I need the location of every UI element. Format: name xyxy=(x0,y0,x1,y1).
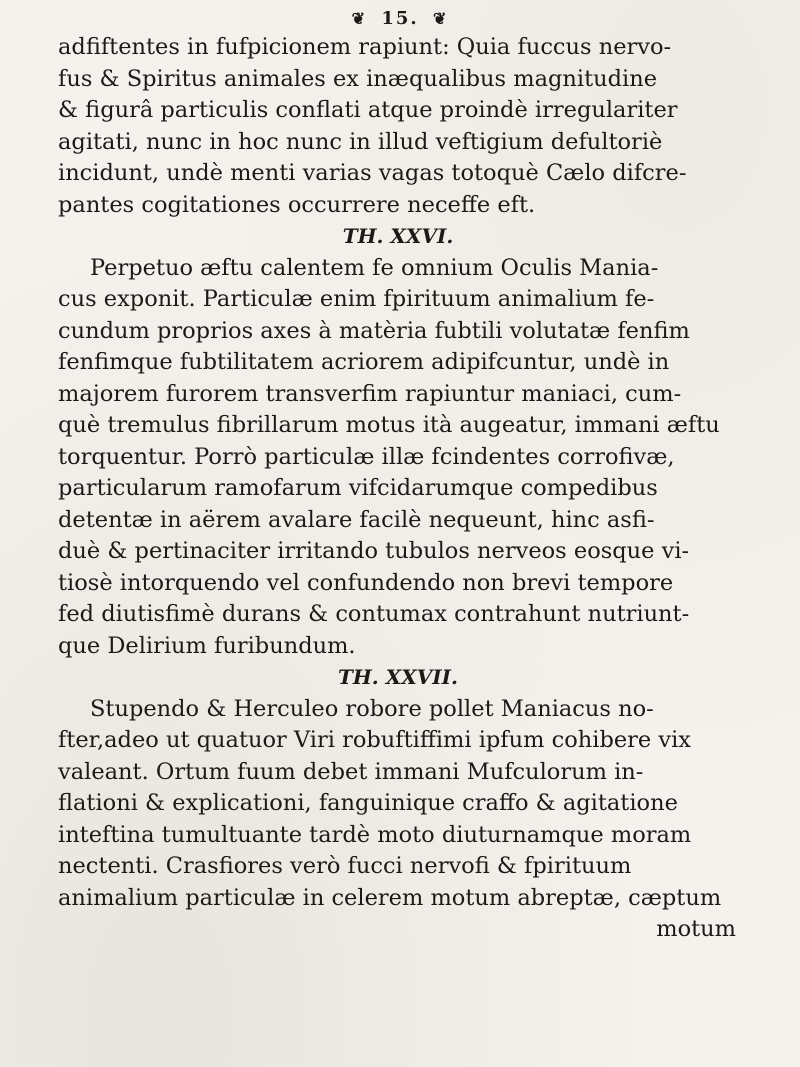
ornament-right-icon: ❦ xyxy=(432,9,449,28)
text-line: nectenti. Crasfiores verò fucci nervofi & fpirituum xyxy=(58,853,632,879)
text-line: torquentur. Porrò particulæ illæ fcindentes corrofivæ, xyxy=(58,443,675,470)
text-line: cundum proprios axes à matèria fubtili volutatæ fenfim xyxy=(58,317,690,344)
body-text xyxy=(58,32,798,946)
ornament-left-icon: ❦ xyxy=(351,9,368,28)
section-heading: TH. XXVI. xyxy=(342,224,454,248)
text-line: què tremulus fibrillarum motus ità augeatur, immani æftu xyxy=(58,412,720,438)
text-line: fenfimque fubtilitatem acriorem adipifcuntur, undè in xyxy=(58,349,670,375)
text-line: animalium particulæ in celerem motum abreptæ, cæptum xyxy=(58,884,722,911)
text-line: adfiftentes in fufpicionem rapiunt: Quia fuccus nervo- xyxy=(58,34,672,60)
page-header xyxy=(0,8,800,29)
catchword: motum xyxy=(656,916,736,942)
text-line: que Delirium furibundum. xyxy=(58,632,356,659)
page-number: 15. xyxy=(381,8,419,29)
text-line: particularum ramofarum vifcidarumque compedibus xyxy=(58,475,658,501)
text-line: fus & Spiritus animales ex inæqualibus magnitudine xyxy=(58,65,658,92)
text-line: Stupendo & Herculeo robore pollet Maniacus no- xyxy=(90,695,654,722)
text-line: detentæ in aërem avalare facilè nequeunt, hinc asfi- xyxy=(58,506,655,533)
text-line: duè & pertinaciter irritando tubulos nerveos eosque vi- xyxy=(58,538,690,564)
text-line: agitati, nunc in hoc nunc in illud veftigium defultoriè xyxy=(58,128,663,155)
text-line: cus exponit. Particulæ enim fpirituum animalium fe- xyxy=(58,286,655,312)
text-line: flationi & explicationi, fanguinique craffo & agitatione xyxy=(58,790,678,816)
text-line: inteftina tumultuante tardè moto diuturnamque moram xyxy=(58,821,692,848)
text-line: majorem furorem transverfim rapiuntur maniaci, cum- xyxy=(58,380,682,407)
text-line: valeant. Ortum fuum debet immani Mufculorum in- xyxy=(58,758,644,785)
text-line: pantes cogitationes occurrere neceffe eft. xyxy=(58,191,536,218)
section-heading: TH. XXVII. xyxy=(338,665,458,689)
text-line: incidunt, undè menti varias vagas totoquè Cælo difcre- xyxy=(58,160,687,186)
text-line: & figurâ particulis conflati atque proindè irregulariter xyxy=(58,97,678,123)
text-line: Perpetuo æftu calentem fe omnium Oculis Mania- xyxy=(90,254,659,281)
text-line: fter,adeo ut quatuor Viri robuftiffimi ipfum cohibere vix xyxy=(58,727,691,753)
text-line: fed diutisfimè durans & contumax contrahunt nutriunt- xyxy=(58,601,690,627)
text-line: tiosè intorquendo vel confundendo non brevi tempore xyxy=(58,569,674,596)
